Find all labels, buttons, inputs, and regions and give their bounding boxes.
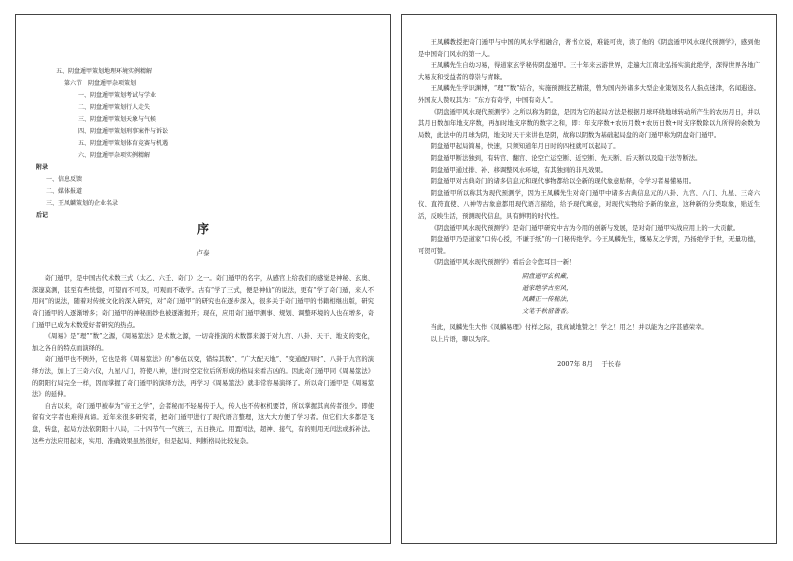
toc-entry: 五、阴盘遁甲策划地理环境实例精解	[56, 68, 153, 75]
toc-entry: 一、信息反馈	[46, 176, 83, 183]
paragraph: 《周易》是“理”“数”之源，《周易筮法》是术数之源，一切奇推演的术数都来源于对九宫、八卦、天干、地支的变化，加之各自的特点而演绎的。	[32, 333, 374, 352]
preface-body-continued	[418, 37, 760, 269]
left-page	[15, 14, 391, 544]
preface-continued	[418, 37, 760, 371]
toc-entry: 二、媒体报道	[46, 188, 83, 195]
toc-entry: 五、阴盘遁甲策划体育竞赛与机遇	[78, 140, 169, 147]
toc-entry: 二、阴盘遁甲策划行人走失	[78, 104, 151, 111]
paragraph: 《阴盘遁甲风水现代预测学》之所以称为阴盘，是因为它的起局方法是根据月球环绕地球转动所产生的农历月日，并以其月日数加年地支序数，再加时地支序数的数字之和，即：年支序数+农历月数+农历日数+时支序数除以九所得的余数为局数，此法中的月球为阴，地支时天干来讲也是阴，故称以阴数为基础起局盘的奇门遁甲称为阴盘奇门遁甲。	[418, 108, 760, 139]
toc-entry: 后记	[36, 212, 49, 219]
paragraph: 阴盘遁甲起局简易，快速，只须知道年月日时的四柱就可以起局了。	[430, 143, 620, 151]
poem-line: 阴盘遁甲玄机藏，	[522, 272, 573, 280]
poem-line: 文笔千秋留著香。	[522, 308, 573, 316]
toc-entry: 第六节 阴盘遁甲杂项策划	[64, 80, 137, 87]
paragraph: 《阴盘遁甲风水现代预测学》看后会令您耳目一新！	[430, 259, 576, 267]
paragraph: 奇门遁甲也不例外，它也是将《周易筮法》的“参伍以变，错综其数”、“广大配天地”、“变通配四时”、八卦于九宫的演绎方法，加上了三奇六仪，九星八门，符使八神，进行时空定位后所形成的格局来看吉凶的。因此奇门遁甲同《周易筮法》的阴阳行局完全一样，因而掌握了奇门遁甲的演绎方法，再学习《周易筮法》就非常容易演绎了。所以奇门遁甲是《周易筮法》的延伸。	[32, 356, 374, 399]
poem-line: 凤麟正一传秘法，	[522, 296, 573, 304]
toc-entry: 三、阴盘遁甲策划天象与气候	[78, 116, 157, 123]
preface-title: 序	[196, 222, 209, 236]
paragraph: 阴盘遁甲断法独到，有转宫、翻宫、论空亡运空断、近空断、先天断、后天断以及隐干法等断法。	[430, 154, 702, 162]
paragraph: 《阴盘遁甲风水现代预测学》是奇门遁甲研究中古为今用的创新与发展，是对奇门遁甲实战应用上的一大贡献。	[430, 224, 740, 232]
toc-entry: 附录	[36, 164, 49, 171]
table-of-contents	[36, 66, 366, 222]
paragraph: 王凤麟先生自幼习易，得道家玄学秘传阴盘遁甲。三十年来云游世界，走遍大江南北弘扬实演此绝学，深得世界各地广大易友和受益者的尊崇与青睐。	[418, 62, 760, 81]
paragraph: 自古以来，奇门遁甲被奉为“帝王之学”，会者秘而不轻易传于人，传人也不传枢机要旨，所以掌握其真传者很少。即使留有文字者也难得真谛。近年来很多研究者，把奇门遁甲进行了现代语言整理，这大大方便了学习者。但它们大多都是飞盘，转盘，起局方法依阴阳十八局，二十四节气一气统三，五日换元。用置闰法，超神、接气，有的则用无闰法或拆补法。这些方法应用起来，实用、准确效果虽然很好，但是起局、判断格局比较复杂。	[32, 402, 374, 445]
toc-entry: 四、阴盘遁甲策划刑事案件与诉讼	[78, 128, 169, 135]
paragraph: 以上片语，聊以为序。	[430, 335, 494, 343]
paragraph: 奇门遁甲，是中国古代术数三式（太乙、六壬、奇门）之一。奇门遁甲的名字，从感官上给我们的感觉是神秘、玄奥、深邃莫测，甚至有些恍惚，可望而不可及，可观而不敢学。古有“学了三式，便是神仙”的说法，更有“学了奇门遁，来人不用问”的说法，随着对传统文化的深入研究，对“奇门遁甲”的研究也在逐步深入，很多关于奇门遁甲的书籍相继出版，研究奇门遁甲的人逐渐增多；奇门遁甲的神秘面纱也被逐渐揭开；现在，应用奇门遁甲测事、规划、调整环境的人也在增多，奇门遁甲已成为术数爱好者研究的热点。	[32, 275, 374, 329]
preface-author: 卢泰	[196, 248, 210, 257]
toc-entry: 一、阴盘遁甲策划考试与学业	[78, 92, 157, 99]
preface-section	[32, 224, 374, 447]
toc-entry: 六、阴盘遁甲杂项实例精解	[78, 152, 151, 159]
closing-paragraphs	[418, 322, 760, 345]
right-page	[401, 14, 777, 544]
paragraph: 阴盘遁甲乃是道家“口传心授，不谦于纸”的一门秘传绝学。今王凤麟先生，慨易友之学需，乃扬绝学于世，无量功德，可贺可赞。	[418, 236, 760, 255]
paragraph: 阴盘遁甲所以称其为现代预测学，因为王凤麟先生对奇门遁甲中诸多古典信息元的八卦、九宫、八门、九星、三奇六仪、直符直使、八神等古象意都用现代语言描绘，给予现代寓意，对现代实物给予新的象意，这种新的分类取象，贴近生活，反映生活，预测现代信息，具有鲜明的时代性。	[418, 189, 760, 220]
preface-body	[32, 273, 374, 447]
paragraph: 阴盘遁甲对古典奇门的诸多信息元和现代事物都给以全新的现代象意贴释，令学习者易懂易用。	[430, 178, 696, 186]
paragraph: 阴盘遁甲通过排、补、移调整风水环境，有其独到的非凡效果。	[430, 166, 607, 174]
poem	[522, 271, 760, 318]
paragraph: 王凤麟教授把奇门遁甲与中国的风水学相融合，著书立说，难能可贵，读了他的《阴盘遁甲风水现代预测学》，感到他是中国奇门风水的第一人。	[418, 39, 760, 58]
poem-line: 遁家绝学古至风，	[522, 284, 573, 292]
date-line: 2007年 8月 于长春	[557, 360, 621, 369]
paragraph: 当此，凤麟先生大作《凤麟易理》付样之际，我真诚地赞之！学之！用之！并以能为之序甚感荣幸。	[430, 324, 708, 332]
paragraph: 王凤麟先生学识渊博，“理”“数”结合，实施预测技艺精湛，曾为国内外诸多大型企业策划及名人指点迷津，名闻遐迩。外国友人赞叹其为：“东方有奇学，中国有奇人”。	[418, 85, 760, 104]
toc-entry: 三、王凤麟策划的企业名录	[46, 200, 119, 207]
